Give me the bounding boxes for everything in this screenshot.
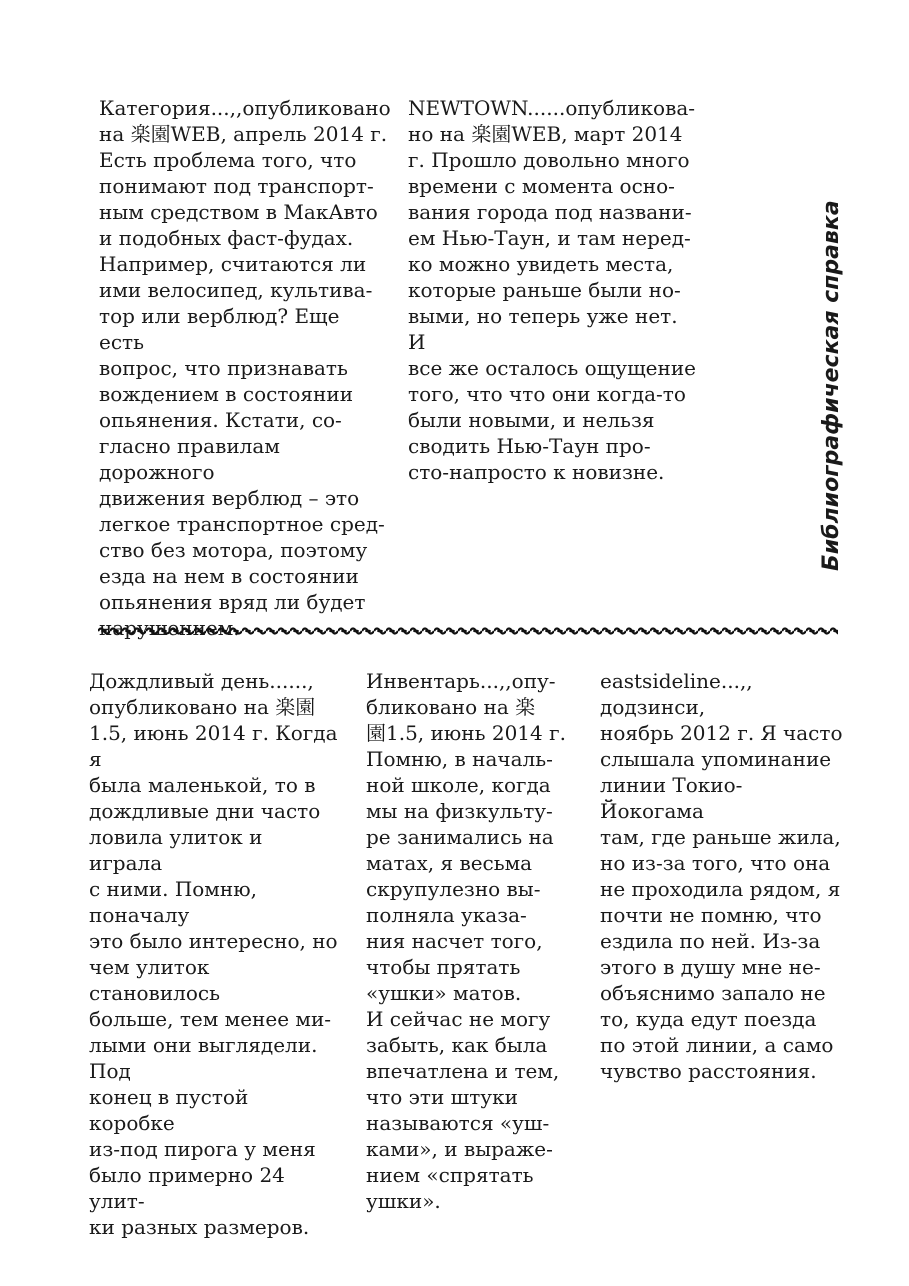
- entry-newtown: NEWTOWN......опубликова- но на 楽園WEB, март 2014 г. Прошло довольно много времени с момента осно- вания города под названи- ем Нью-Таун, и там неред- ко можно увидеть места, которые раньше были но- выми, но теперь уже нет. И все же осталось ощущение того, что что они когда-то были новыми, и нельзя сводить Нью-Таун про- сто-напросто к новизне.: [408, 96, 696, 484]
- entry-kategoriya: Категория...,,опубликовано на 楽園WEB, апрель 2014 г. Есть проблема того, что понимают под транспорт- ным средством в МакАвто и подобных фаст-фудах. Например, считаются ли ими велосипед, культива- тор или верблюд? Еще есть вопрос, что признавать вождением в состоянии опьянения. Кстати, со- гласно правилам дорожного движения верблюд – это легкое транспортное сред- ство без мотора, поэтому езда на нем в состоянии опьянения вряд ли будет: [99, 96, 391, 614]
- entry-eastsideline: eastsideline...,, додзинси, ноябрь 2012 г. Я часто слышала упоминание линии Токио-Йокогама там, где раньше жила, но из-за того, что она не проходила рядом, я почти не помню, что ездила по ней. Из-за этого в душу мне не- объяснимо запало не то, куда едут поезда по этой линии, а само чувство расстояния.: [600, 669, 843, 1083]
- ornamental-divider: [98, 624, 838, 638]
- entry-rainy-day: Дождливый день......, опубликовано на 楽園 1.5, июнь 2014 г. Когда я была маленькой, то в дождливые дни часто ловила улиток и играла с ними. Помню, поначалу это было интересно, но чем улиток становилось больше, тем менее ми- лыми они выглядели. Под конец в пустой коробке из-под пирога у меня было примерно 24 улит- ки разных размеров.: [89, 669, 338, 1239]
- entry-inventory: Инвентарь...,,опу- бликовано на 楽 園1.5, июнь 2014 г. Помню, в началь- ной школе, когда мы на физкульту- ре занимались на матах, я весьма скрупулезно вы- полняла указа- ния насчет того, чтобы прятать «ушки» матов. И сейчас не могу забыть, как была впечатлена и тем, что эти штуки называются «уш- ками», и выраже- нием «спрятать ушки».: [366, 669, 566, 1213]
- side-title: Библиографическая справка: [819, 200, 844, 571]
